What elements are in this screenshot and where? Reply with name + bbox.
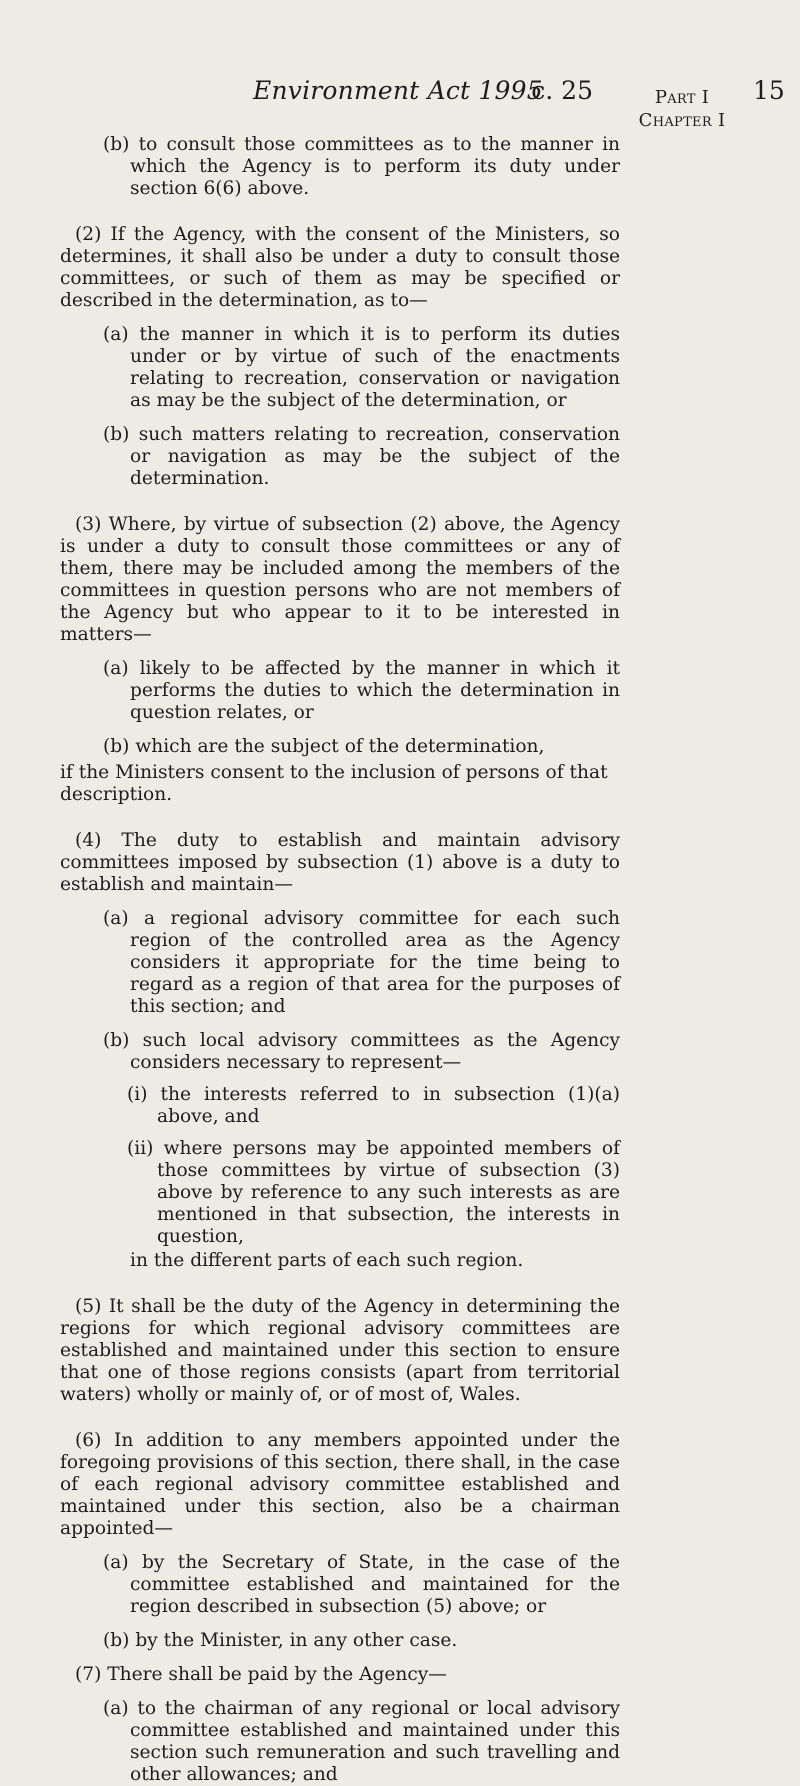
subsection-3: (3) Where, by virtue of subsection (2) above, the Agency is under a duty to consult those committees or any of them, there may be included among the members of the committees in question persons who are not members of the Agency but who appear to it to be interested in matters— (60, 514, 620, 645)
subsection-3-tail: if the Ministers consent to the inclusion of persons of that description. (60, 762, 608, 805)
margin-chapter: Chapter I (638, 110, 726, 131)
margin-part: Part I (654, 87, 710, 108)
page-number: 15 (753, 76, 785, 105)
subsection-6b: (b) by the Minister, in any other case. (103, 1630, 458, 1651)
act-title: Environment Act 1995 (253, 76, 543, 105)
subsection-3a: (a) likely to be affected by the manner in which it performs the duties to which the determination in question relates, or (103, 658, 620, 723)
subsection-2: (2) If the Agency, with the consent of the Ministers, so determines, it shall also be under a duty to consult those committees, or such of them as may be specified or described in the determination, as to— (60, 224, 620, 311)
margin-note (622, 86, 742, 132)
subsection-4: (4) The duty to establish and maintain advisory committees imposed by subsection (1) above is a duty to establish and maintain— (60, 830, 620, 895)
subsection-3b: (b) which are the subject of the determination, (103, 736, 545, 757)
section-body (60, 134, 620, 1786)
paragraph-1b: (b) to consult those committees as to the manner in which the Agency is to perform its duty under section 6(6) above. (103, 134, 620, 199)
subsection-4b-i: (i) the interests referred to in subsection (1)(a) above, and (127, 1084, 620, 1127)
subsection-6a: (a) by the Secretary of State, in the case of the committee established and maintained for the region described in subsection (5) above; or (103, 1552, 620, 1617)
subsection-7a: (a) to the chairman of any regional or local advisory committee established and maintained under this section such remuneration and such travelling and other allowances; and (103, 1698, 620, 1785)
subsection-4b-ii: (ii) where persons may be appointed members of those committees by virtue of subsection (3) above by reference to any such interests as are mentioned in that subsection, the interests in question, (127, 1138, 620, 1247)
subsection-6: (6) In addition to any members appointed under the foregoing provisions of this section, there shall, in the case of each regional advisory committee established and maintained under this section, also be a chairman appointed— (60, 1430, 620, 1539)
subsection-4-tail: in the different parts of each such region. (130, 1250, 524, 1271)
subsection-4a: (a) a regional advisory committee for each such region of the controlled area as the Agency considers it appropriate for the time being to regard as a region of that area for the purposes of this section; and (103, 908, 620, 1017)
subsection-5: (5) It shall be the duty of the Agency in determining the regions for which regional advisory committees are established and maintained under this section to ensure that one of those regions consists (apart from territorial waters) wholly or mainly of, or of most of, Wales. (60, 1296, 620, 1405)
subsection-2a: (a) the manner in which it is to perform its duties under or by virtue of such of the enactments relating to recreation, conservation or navigation as may be the subject of the determination, or (103, 324, 620, 411)
subsection-4b: (b) such local advisory committees as the Agency considers necessary to represent— (103, 1030, 620, 1073)
chapter-reference: c. 25 (531, 76, 593, 105)
subsection-2b: (b) such matters relating to recreation, conservation or navigation as may be the subject of the determination. (103, 424, 620, 489)
subsection-7: (7) There shall be paid by the Agency— (75, 1664, 447, 1685)
running-header (253, 76, 593, 110)
